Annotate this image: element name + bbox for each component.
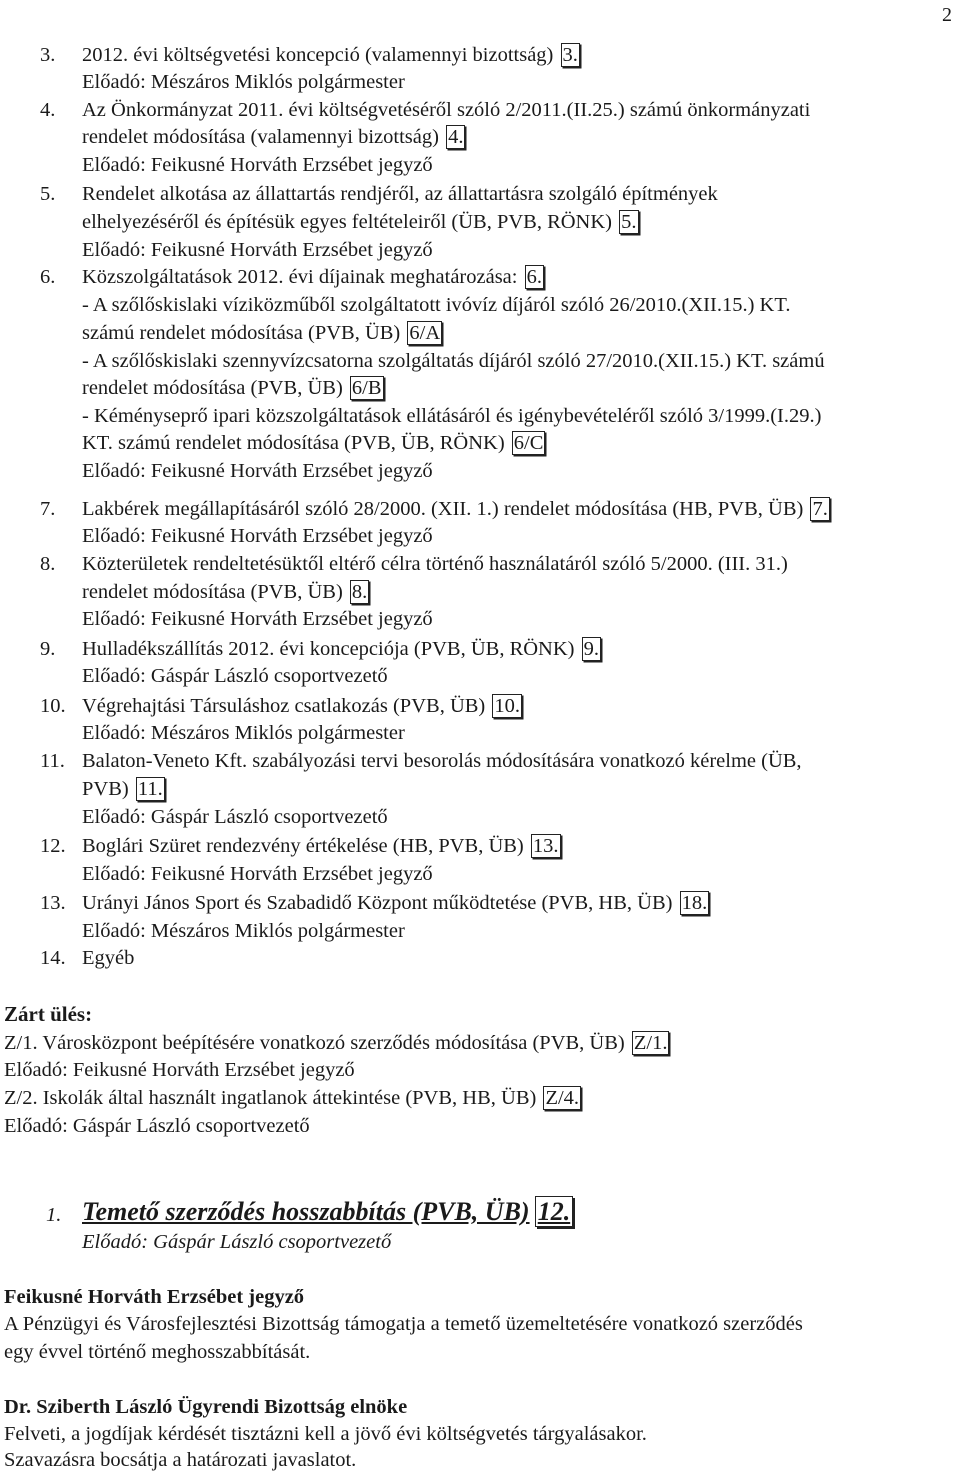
item-text: Egyéb <box>82 947 135 969</box>
presenter: Előadó: Feikusné Horváth Erzsébet jegyző <box>82 460 433 482</box>
item-text: Balaton-Veneto Kft. szabályozási tervi besorolás módosítására vonatkozó kérelme (ÜB, <box>82 750 802 772</box>
item-number: 12. <box>40 835 66 857</box>
sub-item-text: - Kéményseprő ipari közszolgáltatások ellátásáról és igénybevételéről szóló 3/1999.(I.29.) <box>82 405 822 427</box>
presenter: Előadó: Mészáros Miklós polgármester <box>82 722 405 744</box>
item-number: 8. <box>40 553 56 575</box>
reference-box: 12. <box>535 1196 574 1227</box>
reference-box: 13. <box>532 835 559 857</box>
item-text: PVB) <box>82 778 129 800</box>
reference-box: 4. <box>448 126 464 148</box>
statement-text: A Pénzügyi és Városfejlesztési Bizottság támogatja a temető üzemeltetésére vonatkozó szerződés <box>4 1313 803 1335</box>
reference-box: 6/C <box>513 432 544 454</box>
page-number: 2 <box>942 4 952 26</box>
reference-box: Z/1. <box>633 1032 668 1054</box>
presenter: Előadó: Mészáros Miklós polgármester <box>82 71 405 93</box>
reference-box: 18. <box>681 892 708 914</box>
item-text: Rendelet alkotása az állattartás rendjéről, az állattartásra szolgáló építmények <box>82 183 718 205</box>
reference-box: 5. <box>621 211 637 233</box>
item-text: Végrehajtási Társuláshoz csatlakozás (PVB, ÜB) <box>82 695 486 717</box>
reference-box: 8. <box>351 581 368 603</box>
speaker-name: Feikusné Horváth Erzsébet jegyző <box>4 1286 305 1308</box>
item-number: 3. <box>40 44 56 66</box>
agenda-1-number: 1. <box>46 1204 62 1226</box>
item-text: Közszolgáltatások 2012. évi díjainak meghatározása: <box>82 266 518 288</box>
item-number: 5. <box>40 183 56 205</box>
sub-item-text: - A szőlőskislaki szennyvízcsatorna szolgáltatás díjáról szóló 27/2010.(XII.15.) KT. számú <box>82 350 825 372</box>
sub-item-text: számú rendelet módosítása (PVB, ÜB) <box>82 322 401 344</box>
presenter: Előadó: Mészáros Miklós polgármester <box>82 920 405 942</box>
reference-box: 11. <box>137 778 163 800</box>
speaker-name: Dr. Sziberth László Ügyrendi Bizottság elnöke <box>4 1396 408 1418</box>
sub-item-text: - A szőlőskislaki víziközműből szolgáltatott ivóvíz díjáról szóló 26/2010.(XII.15.) KT. <box>82 294 791 316</box>
item-number: 9. <box>40 638 56 660</box>
item-text: 2012. évi költségvetési koncepció (valamennyi bizottság) <box>82 44 554 66</box>
item-number: 14. <box>40 947 66 969</box>
presenter: Előadó: Gáspár László csoportvezető <box>4 1115 310 1137</box>
item-number: 10. <box>40 695 66 717</box>
item-text: rendelet módosítása (valamennyi bizottság) <box>82 126 439 148</box>
presenter: Előadó: Feikusné Horváth Erzsébet jegyző <box>4 1059 355 1081</box>
item-number: 13. <box>40 892 66 914</box>
presenter: Előadó: Gáspár László csoportvezető <box>82 1231 392 1253</box>
item-text: Az Önkormányzat 2011. évi költségvetéséről szóló 2/2011.(II.25.) számú önkormányzati <box>82 99 811 121</box>
presenter: Előadó: Feikusné Horváth Erzsébet jegyző <box>82 239 433 261</box>
presenter: Előadó: Feikusné Horváth Erzsébet jegyző <box>82 154 433 176</box>
reference-box: 6/A <box>409 322 441 344</box>
item-text: Lakbérek megállapításáról szóló 28/2000. (XII. 1.) rendelet módosítása (HB, PVB, ÜB) <box>82 498 804 520</box>
reference-box: 3. <box>562 44 578 66</box>
item-number: 6. <box>40 266 56 288</box>
item-number: 11. <box>40 750 65 772</box>
closed-item-text: Z/1. Városközpont beépítésére vonatkozó szerződés módosítása (PVB, ÜB) <box>4 1032 625 1054</box>
presenter: Előadó: Feikusné Horváth Erzsébet jegyző <box>82 525 433 547</box>
presenter: Előadó: Feikusné Horváth Erzsébet jegyző <box>82 608 433 630</box>
reference-box: Z/4. <box>545 1087 580 1109</box>
item-number: 4. <box>40 99 56 121</box>
reference-box: 9. <box>583 638 599 660</box>
item-number: 7. <box>40 498 56 520</box>
agenda-1-title: Temető szerződés hosszabbítás (PVB, ÜB) <box>82 1197 530 1226</box>
statement-text: egy évvel történő meghosszabbítását. <box>4 1341 311 1363</box>
item-text: rendelet módosítása (PVB, ÜB) <box>82 581 343 603</box>
presenter: Előadó: Gáspár László csoportvezető <box>82 806 388 828</box>
statement-text: Felveti, a jogdíjak kérdését tisztázni kell a jövő évi költségvetés tárgyalásakor. <box>4 1423 647 1445</box>
statement-text: Szavazásra bocsátja a határozati javaslatot. <box>4 1449 357 1471</box>
item-text: Közterületek rendeltetésüktől eltérő célra történő használatáról szóló 5/2000. (III. 31.) <box>82 553 788 575</box>
sub-item-text: KT. számú rendelet módosítása (PVB, ÜB, RÖNK) <box>82 432 505 454</box>
reference-box: 6. <box>526 266 542 288</box>
reference-box: 6/B <box>351 377 382 399</box>
reference-box: 7. <box>812 498 828 520</box>
item-text: Boglári Szüret rendezvény értékelése (HB, PVB, ÜB) <box>82 835 524 857</box>
reference-box: 10. <box>494 695 520 717</box>
closed-item-text: Z/2. Iskolák által használt ingatlanok áttekintése (PVB, HB, ÜB) <box>4 1087 537 1109</box>
sub-item-text: rendelet módosítása (PVB, ÜB) <box>82 377 343 399</box>
presenter: Előadó: Gáspár László csoportvezető <box>82 665 388 687</box>
closed-session-heading: Zárt ülés: <box>4 1002 93 1026</box>
item-text: Hulladékszállítás 2012. évi koncepciója (PVB, ÜB, RÖNK) <box>82 638 575 660</box>
item-text: elhelyezéséről és építésük egyes feltételeiről (ÜB, PVB, RÖNK) <box>82 211 612 233</box>
item-text: Urányi János Sport és Szabadidő Központ működtetése (PVB, HB, ÜB) <box>82 892 673 914</box>
presenter: Előadó: Feikusné Horváth Erzsébet jegyző <box>82 863 433 885</box>
